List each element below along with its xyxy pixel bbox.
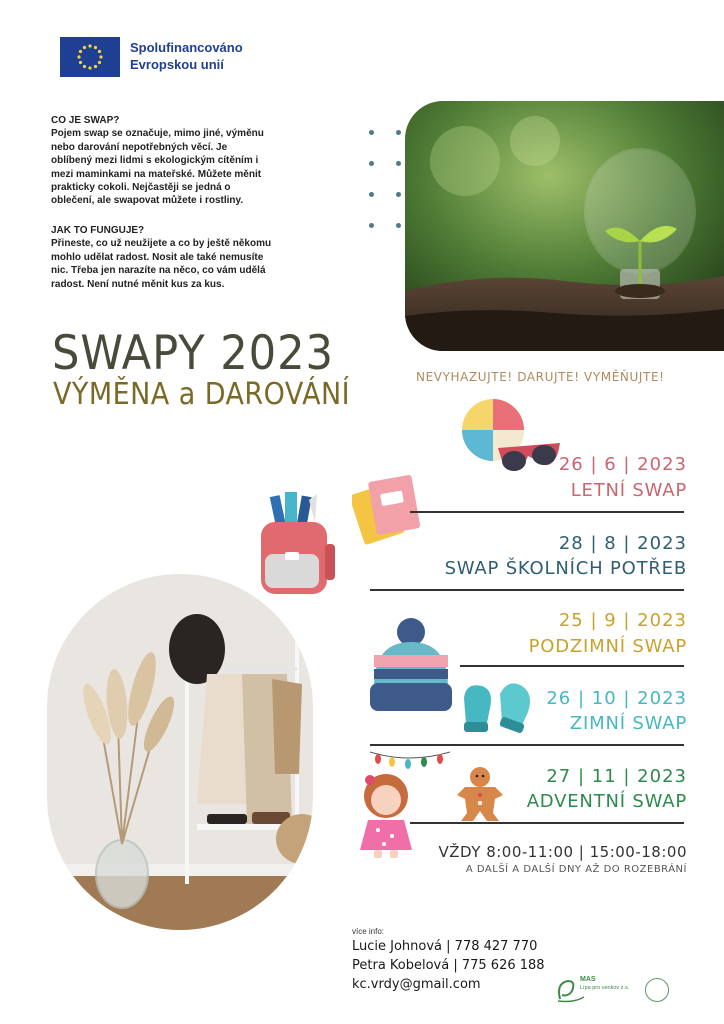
- intro-q1-line: Pojem swap se označuje, mimo jiné, výměnu: [51, 128, 264, 140]
- intro-q1-heading: CO JE SWAP?: [51, 115, 120, 126]
- intro-q2-heading: JAK TO FUNGUJE?: [51, 225, 145, 236]
- intro-q1-line: nebo darování nepotřebných věcí. Je: [51, 141, 228, 153]
- notebooks-icon: [352, 474, 422, 546]
- opening-hours: VŽDY 8:00-11:00 | 15:00-18:00: [438, 843, 687, 861]
- event-divider: [410, 822, 684, 824]
- clothes-rack-photo: [47, 574, 313, 930]
- event-date-school: 28 | 8 | 2023: [558, 533, 687, 554]
- intro-q1-line: oblíbený mezi lidmi s ekologickým cítěním i: [51, 155, 259, 167]
- event-divider: [370, 744, 684, 746]
- event-date-autumn: 25 | 9 | 2023: [558, 610, 687, 631]
- school-backpack-icon: [257, 492, 339, 598]
- eu-line-1: Spolufinancováno: [130, 40, 243, 55]
- mas-logo-line-2: Lípa pro venkov z.s.: [580, 985, 630, 991]
- doll-icon: [356, 770, 416, 858]
- dot: [396, 161, 401, 166]
- contact-email[interactable]: kc.vrdy@gmail.com: [352, 977, 481, 992]
- eu-line-2: Evropskou unií: [130, 57, 224, 72]
- seedling-lightbulb-photo: [405, 101, 724, 351]
- mittens-icon: [456, 678, 538, 738]
- event-divider: [370, 589, 684, 591]
- event-divider: [410, 511, 684, 513]
- event-divider: [460, 665, 684, 667]
- winter-hat-icon: [366, 617, 456, 715]
- event-date-winter: 26 | 10 | 2023: [546, 688, 687, 709]
- contact-person-1: Lucie Johnová | 778 427 770: [352, 939, 538, 954]
- contact-label: více info:: [352, 927, 385, 936]
- intro-q1-line: oblečení, ale swapovat můžete i rostliny.: [51, 195, 244, 207]
- dot: [396, 192, 401, 197]
- dot: [369, 223, 374, 228]
- intro-what-is-swap: [51, 114, 301, 208]
- mas-lipa-logo: [554, 975, 630, 1005]
- opening-hours-note: A DALŠÍ A DALŠÍ DNY AŽ DO ROZEBRÁNÍ: [465, 864, 687, 875]
- page-subtitle: VÝMĚNA a DAROVÁNÍ: [53, 377, 351, 412]
- round-seal-icon: [645, 978, 669, 1002]
- event-name-school: SWAP ŠKOLNÍCH POTŘEB: [444, 558, 687, 579]
- gingerbread-icon: [453, 765, 507, 823]
- dot: [396, 130, 401, 135]
- event-name-advent: ADVENTNÍ SWAP: [526, 791, 687, 812]
- event-name-autumn: PODZIMNÍ SWAP: [528, 636, 687, 657]
- mas-logo-line-1: MAS: [580, 976, 596, 983]
- intro-q1-line: prakticky cokoli. Nejčastěji se jedná o: [51, 182, 231, 194]
- eu-flag-icon: [60, 37, 120, 77]
- event-date-summer: 26 | 6 | 2023: [558, 454, 687, 475]
- intro-q2-line: nic. Třeba jen narazíte na něco, co vám udělá: [51, 265, 266, 277]
- beach-ball-sunglasses-icon: [458, 398, 568, 483]
- dot-grid: [369, 130, 409, 230]
- eu-cofinanced-text: [130, 39, 243, 73]
- slogan: NEVYHAZUJTE! DARUJTE! VYMĚŇUJTE!: [416, 370, 665, 384]
- event-name-summer: LETNÍ SWAP: [570, 480, 687, 501]
- intro-q2-line: Přineste, co už neužijete a co by ještě někomu: [51, 238, 272, 250]
- dot: [396, 223, 401, 228]
- dot: [369, 161, 374, 166]
- intro-q2-line: radost. Není nutné měnit kus za kus.: [51, 278, 225, 290]
- event-date-advent: 27 | 11 | 2023: [546, 766, 687, 787]
- intro-q2-line: mohlo udělat radost. Nosit ale také nemusíte: [51, 251, 264, 263]
- intro-q1-line: mezi maminkami na mateřské. Můžete měnit: [51, 168, 262, 180]
- dot: [369, 192, 374, 197]
- contact-person-2: Petra Kobelová | 775 626 188: [352, 958, 545, 973]
- page-title: SWAPY 2023: [52, 326, 334, 381]
- dot: [369, 130, 374, 135]
- christmas-lights-icon: [370, 748, 450, 770]
- intro-how-it-works: [51, 224, 301, 291]
- event-name-winter: ZIMNÍ SWAP: [569, 713, 687, 734]
